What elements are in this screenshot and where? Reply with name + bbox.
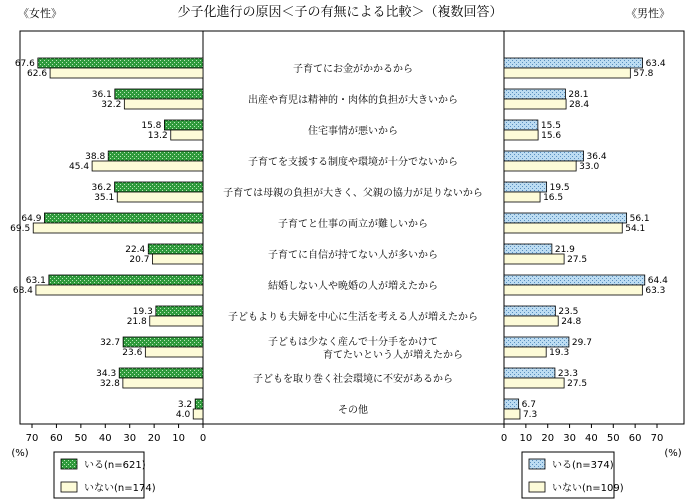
- bar-men-with: [504, 182, 547, 192]
- bar-women-without: [152, 254, 203, 264]
- men-x-tick-label: 30: [563, 433, 576, 444]
- value-label-men-without: 7.3: [522, 410, 538, 420]
- category-label: 子育てに自信が持てない人が多いから: [268, 250, 438, 261]
- men-legend-without-swatch: [529, 482, 545, 492]
- bar-men-without: [504, 130, 538, 140]
- bar-men-with: [504, 89, 565, 99]
- women-x-tick-label: 0: [199, 433, 207, 444]
- value-label-women-without: 13.2: [147, 131, 168, 141]
- bar-women-without: [123, 378, 203, 388]
- category-label: 子育てにお金がかかるから: [293, 64, 413, 75]
- value-label-men-with: 36.4: [586, 152, 607, 162]
- value-label-men-without: 54.1: [625, 224, 646, 234]
- value-label-women-with: 64.9: [21, 214, 42, 224]
- bar-women-without: [124, 99, 203, 109]
- value-label-women-without: 62.6: [27, 69, 48, 79]
- bar-women-with: [115, 89, 203, 99]
- value-label-women-without: 32.8: [99, 379, 120, 389]
- value-label-men-with: 28.1: [568, 90, 589, 100]
- chart-title: 少子化進行の原因＜子の有無による比較＞（複数回答）: [177, 5, 503, 20]
- women-legend-with-swatch: [61, 459, 77, 469]
- value-label-men-without: 27.5: [567, 255, 588, 265]
- men-x-tick-label: 50: [606, 433, 620, 444]
- bar-women-with: [38, 58, 203, 68]
- men-axis: [501, 424, 664, 444]
- value-label-men-without: 16.5: [543, 193, 564, 203]
- bar-men-with: [504, 399, 519, 409]
- bar-men-with: [504, 306, 555, 316]
- value-label-men-without: 63.3: [645, 286, 666, 296]
- bar-women-with: [123, 337, 203, 347]
- category-label: 住宅事情が悪いから: [308, 126, 398, 137]
- bar-women-with: [156, 306, 203, 316]
- value-label-women-with: 22.4: [125, 245, 146, 255]
- women-x-tick-label: 10: [172, 433, 185, 444]
- value-label-women-with: 32.7: [100, 338, 121, 348]
- bar-men-with: [504, 58, 643, 68]
- men-x-tick-label: 60: [628, 433, 642, 444]
- bar-women-without: [150, 316, 203, 326]
- women-legend-without-label: いない(n=174): [84, 483, 156, 494]
- bar-women-with: [49, 275, 203, 285]
- bar-women-without: [193, 409, 203, 419]
- men-x-tick-label: 10: [519, 433, 533, 444]
- men-x-tick-label: 70: [650, 433, 664, 444]
- men-legend-without-label: いない(n=109): [552, 483, 624, 494]
- category-label: 子どもよりも夫婦を中心に生活を考える人が増えたから: [228, 312, 478, 323]
- data-labels: [10, 59, 668, 420]
- bar-men-without: [504, 316, 558, 326]
- value-label-men-without: 15.6: [541, 131, 562, 141]
- value-label-men-without: 33.0: [579, 162, 600, 172]
- category-label: 子育てと仕事の両立が難しいから: [278, 219, 428, 230]
- value-label-men-with: 6.7: [521, 400, 536, 410]
- value-label-men-without: 24.8: [561, 317, 582, 327]
- bar-men-with: [504, 337, 569, 347]
- women-axis: [26, 424, 207, 444]
- value-label-women-without: 69.5: [10, 224, 31, 234]
- bar-men-with: [504, 368, 555, 378]
- category-label: 子育ては母親の負担が大きく、父親の協力が足りないから: [223, 188, 483, 199]
- bar-men-without: [504, 378, 564, 388]
- bar-men-with: [504, 151, 584, 161]
- women-x-tick-label: 70: [25, 433, 39, 444]
- value-label-men-without: 57.8: [633, 69, 654, 79]
- bar-men-with: [504, 244, 552, 254]
- value-label-men-with: 29.7: [571, 338, 592, 348]
- bar-women-with: [44, 213, 203, 223]
- men-x-tick-label: 40: [585, 433, 598, 444]
- bar-men-without: [504, 409, 520, 419]
- bar-men-with: [504, 275, 645, 285]
- bar-women-without: [92, 161, 203, 171]
- bar-women-with: [164, 120, 203, 130]
- value-label-women-with: 63.1: [25, 276, 46, 286]
- bar-men-without: [504, 161, 576, 171]
- value-label-women-with: 34.3: [96, 369, 117, 379]
- value-label-men-without: 28.4: [569, 100, 590, 110]
- bar-women-without: [36, 285, 203, 295]
- women-x-tick-label: 20: [147, 433, 161, 444]
- bar-men-without: [504, 347, 546, 357]
- category-label: 子どもを取り巻く社会環境に不安があるから: [253, 374, 453, 385]
- men-x-tick-label: 20: [541, 433, 555, 444]
- value-label-women-without: 4.0: [175, 410, 191, 420]
- value-label-men-without: 27.5: [567, 379, 588, 389]
- value-label-women-without: 21.8: [126, 317, 147, 327]
- women-legend: [54, 452, 156, 498]
- bar-men-without: [504, 99, 566, 109]
- value-label-women-with: 36.2: [91, 183, 112, 193]
- women-x-tick-label: 60: [50, 433, 63, 444]
- value-label-women-with: 38.8: [85, 152, 106, 162]
- bar-women-without: [117, 192, 203, 202]
- value-label-women-with: 67.6: [14, 59, 35, 69]
- value-label-men-with: 15.5: [540, 121, 561, 131]
- bar-men-without: [504, 192, 540, 202]
- bar-women-without: [145, 347, 203, 357]
- value-label-women-without: 68.4: [12, 286, 33, 296]
- value-label-men-with: 56.1: [629, 214, 650, 224]
- bar-women-with: [119, 368, 203, 378]
- value-label-men-without: 19.3: [549, 348, 570, 358]
- value-label-men-with: 23.5: [558, 307, 579, 317]
- bar-women-without: [33, 223, 203, 233]
- women-unit-label: (%): [11, 448, 29, 459]
- women-x-tick-label: 50: [74, 433, 88, 444]
- bar-women-with: [195, 399, 203, 409]
- men-legend-with-label: いる(n=374): [552, 460, 614, 471]
- value-label-women-without: 32.2: [101, 100, 122, 110]
- women-x-tick-label: 30: [123, 433, 137, 444]
- bar-men-without: [504, 254, 564, 264]
- bar-men-with: [504, 213, 627, 223]
- value-label-men-with: 23.3: [557, 369, 578, 379]
- category-label: 出産や育児は精神的・肉体的負担が大きいから: [248, 95, 458, 106]
- bar-men-without: [504, 223, 622, 233]
- value-label-women-without: 20.7: [129, 255, 150, 265]
- category-label: 子どもは少なく産んで十分手をかけて: [268, 337, 438, 348]
- bar-women-with: [115, 182, 203, 192]
- value-label-men-with: 64.4: [647, 276, 668, 286]
- women-x-tick-label: 40: [98, 433, 112, 444]
- bar-women-with: [108, 151, 203, 161]
- bar-men-without: [504, 68, 630, 78]
- men-legend-with-swatch: [529, 459, 545, 469]
- women-legend-without-swatch: [61, 482, 77, 492]
- men-unit-label: (%): [664, 448, 682, 459]
- category-label-line2: 育てたいという人が増えたから: [323, 350, 463, 361]
- bar-women-without: [171, 130, 203, 140]
- category-label: 結婚しない人や晩婚の人が増えたから: [268, 281, 438, 292]
- value-label-women-with: 19.3: [132, 307, 153, 317]
- category-label: その他: [338, 405, 368, 416]
- bar-women-with: [148, 244, 203, 254]
- value-label-women-with: 36.1: [91, 90, 112, 100]
- category-label: 子育てを支援する制度や環境が十分でないから: [248, 157, 458, 168]
- women-panel-label: 《女性》: [18, 7, 62, 20]
- value-label-men-with: 19.5: [549, 183, 570, 193]
- bar-men-with: [504, 120, 538, 130]
- bar-women-without: [50, 68, 203, 78]
- value-label-women-without: 45.4: [69, 162, 90, 172]
- category-labels: [223, 62, 483, 416]
- value-label-women-with: 15.8: [141, 121, 162, 131]
- value-label-women-without: 35.1: [94, 193, 115, 203]
- women-legend-with-label: いる(n=621): [84, 460, 146, 471]
- value-label-women-with: 3.2: [177, 400, 193, 410]
- bar-series: [33, 58, 645, 419]
- men-x-tick-label: 0: [500, 433, 508, 444]
- men-panel-label: 《男性》: [626, 7, 670, 20]
- bar-men-without: [504, 285, 642, 295]
- value-label-women-without: 23.6: [122, 348, 143, 358]
- value-label-men-with: 63.4: [645, 59, 666, 69]
- men-legend: [522, 452, 624, 498]
- value-label-men-with: 21.9: [554, 245, 575, 255]
